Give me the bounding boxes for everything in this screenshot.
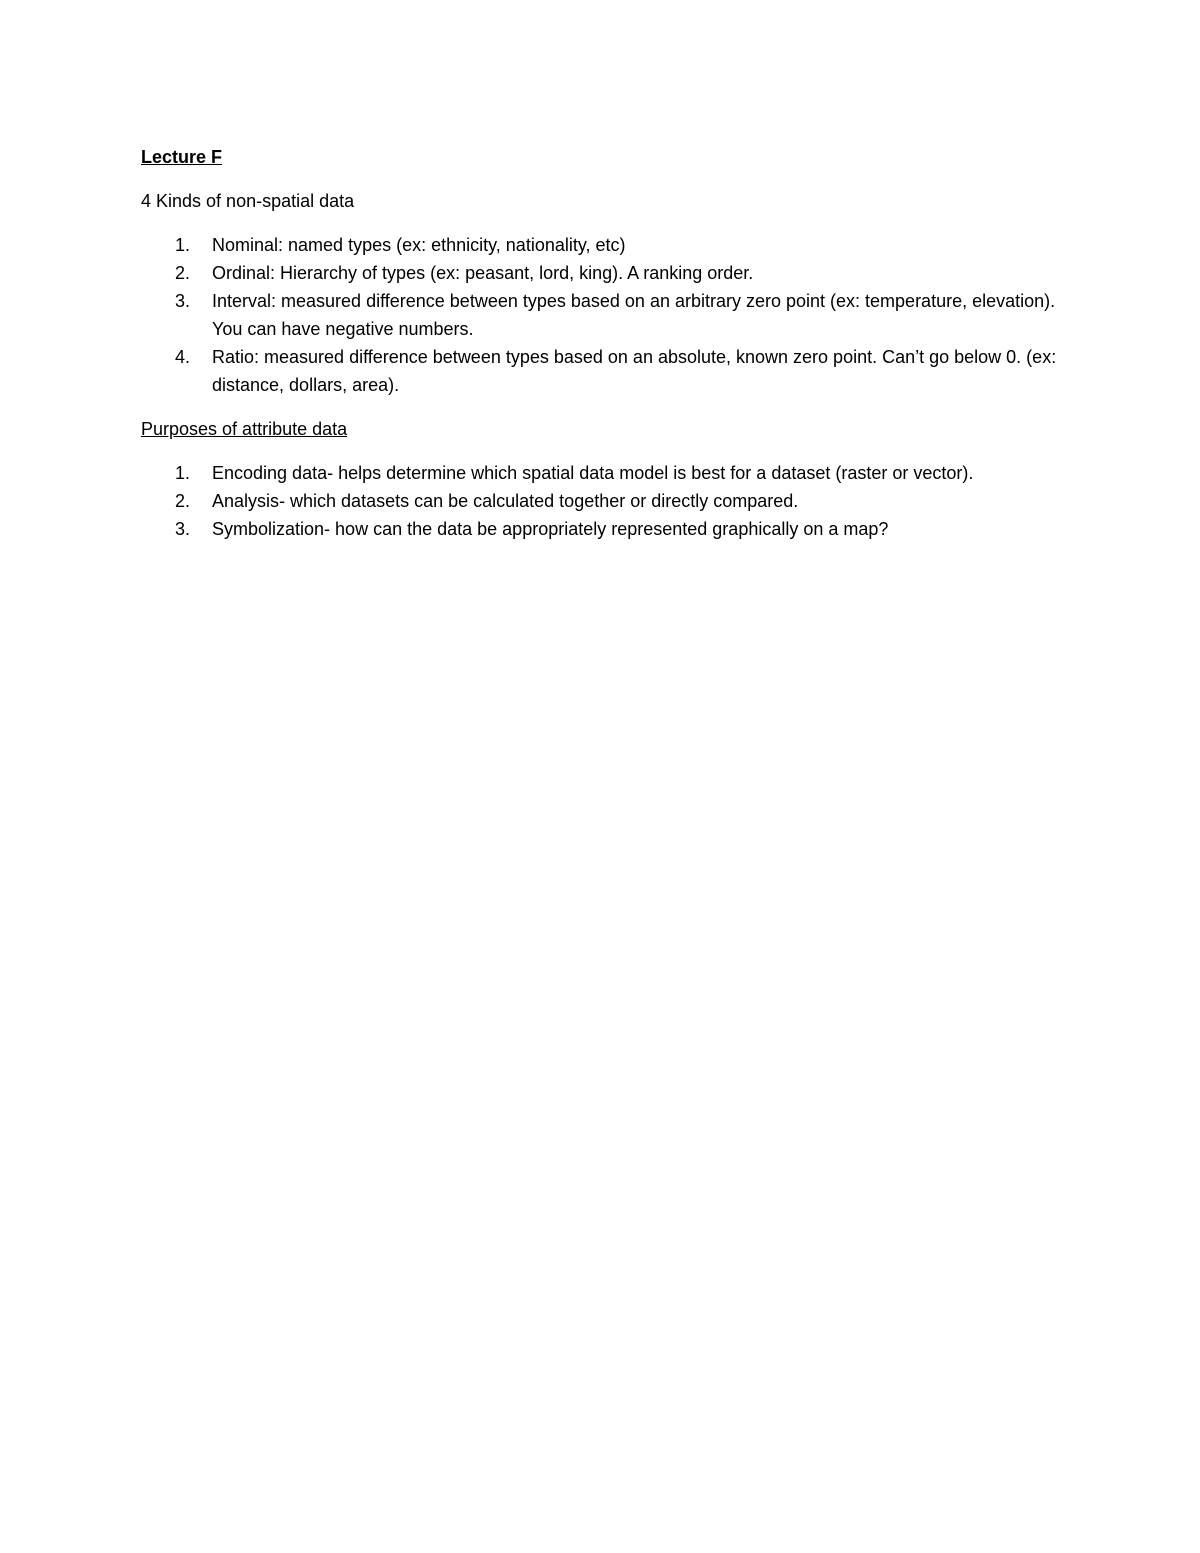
list-item-text: Nominal: named types (ex: ethnicity, nationality, etc) xyxy=(212,235,626,255)
purposes-heading: Purposes of attribute data xyxy=(141,419,348,439)
list-item xyxy=(141,515,1061,543)
list-item xyxy=(141,287,1061,343)
list-item-text: Ordinal: Hierarchy of types (ex: peasant, lord, king). A ranking order. xyxy=(212,263,754,283)
list-item-number: 1. xyxy=(175,235,191,255)
list-item-text: Encoding data- helps determine which spatial data model is best for a dataset (raster or vector). xyxy=(212,463,974,483)
purposes-list xyxy=(141,459,1061,543)
list-item xyxy=(141,487,1061,515)
list-item xyxy=(141,231,1061,259)
list-item xyxy=(141,459,1061,487)
list-item-text: Interval: measured difference between types based on an arbitrary zero point (ex: temperature, elevation). You can have negative numbers. xyxy=(212,291,1056,339)
list-item xyxy=(141,259,1061,287)
list-item-number: 3. xyxy=(175,291,191,311)
list-item-text: Symbolization- how can the data be appropriately represented graphically on a map? xyxy=(212,519,889,539)
list-item-number: 3. xyxy=(175,519,191,539)
list-item-number: 2. xyxy=(175,263,191,283)
intro-text: 4 Kinds of non-spatial data xyxy=(141,191,355,211)
list-item-text: Analysis- which datasets can be calculated together or directly compared. xyxy=(212,491,799,511)
kinds-list xyxy=(141,231,1061,399)
list-item-number: 1. xyxy=(175,463,191,483)
document-content xyxy=(141,143,1061,559)
list-item-number: 2. xyxy=(175,491,191,511)
list-item-text: Ratio: measured difference between types based on an absolute, known zero point. Can’t go below 0. (ex: distance, dollars, area). xyxy=(212,347,1057,395)
list-item-number: 4. xyxy=(175,347,191,367)
list-item xyxy=(141,343,1061,399)
page-title: Lecture F xyxy=(141,147,223,167)
